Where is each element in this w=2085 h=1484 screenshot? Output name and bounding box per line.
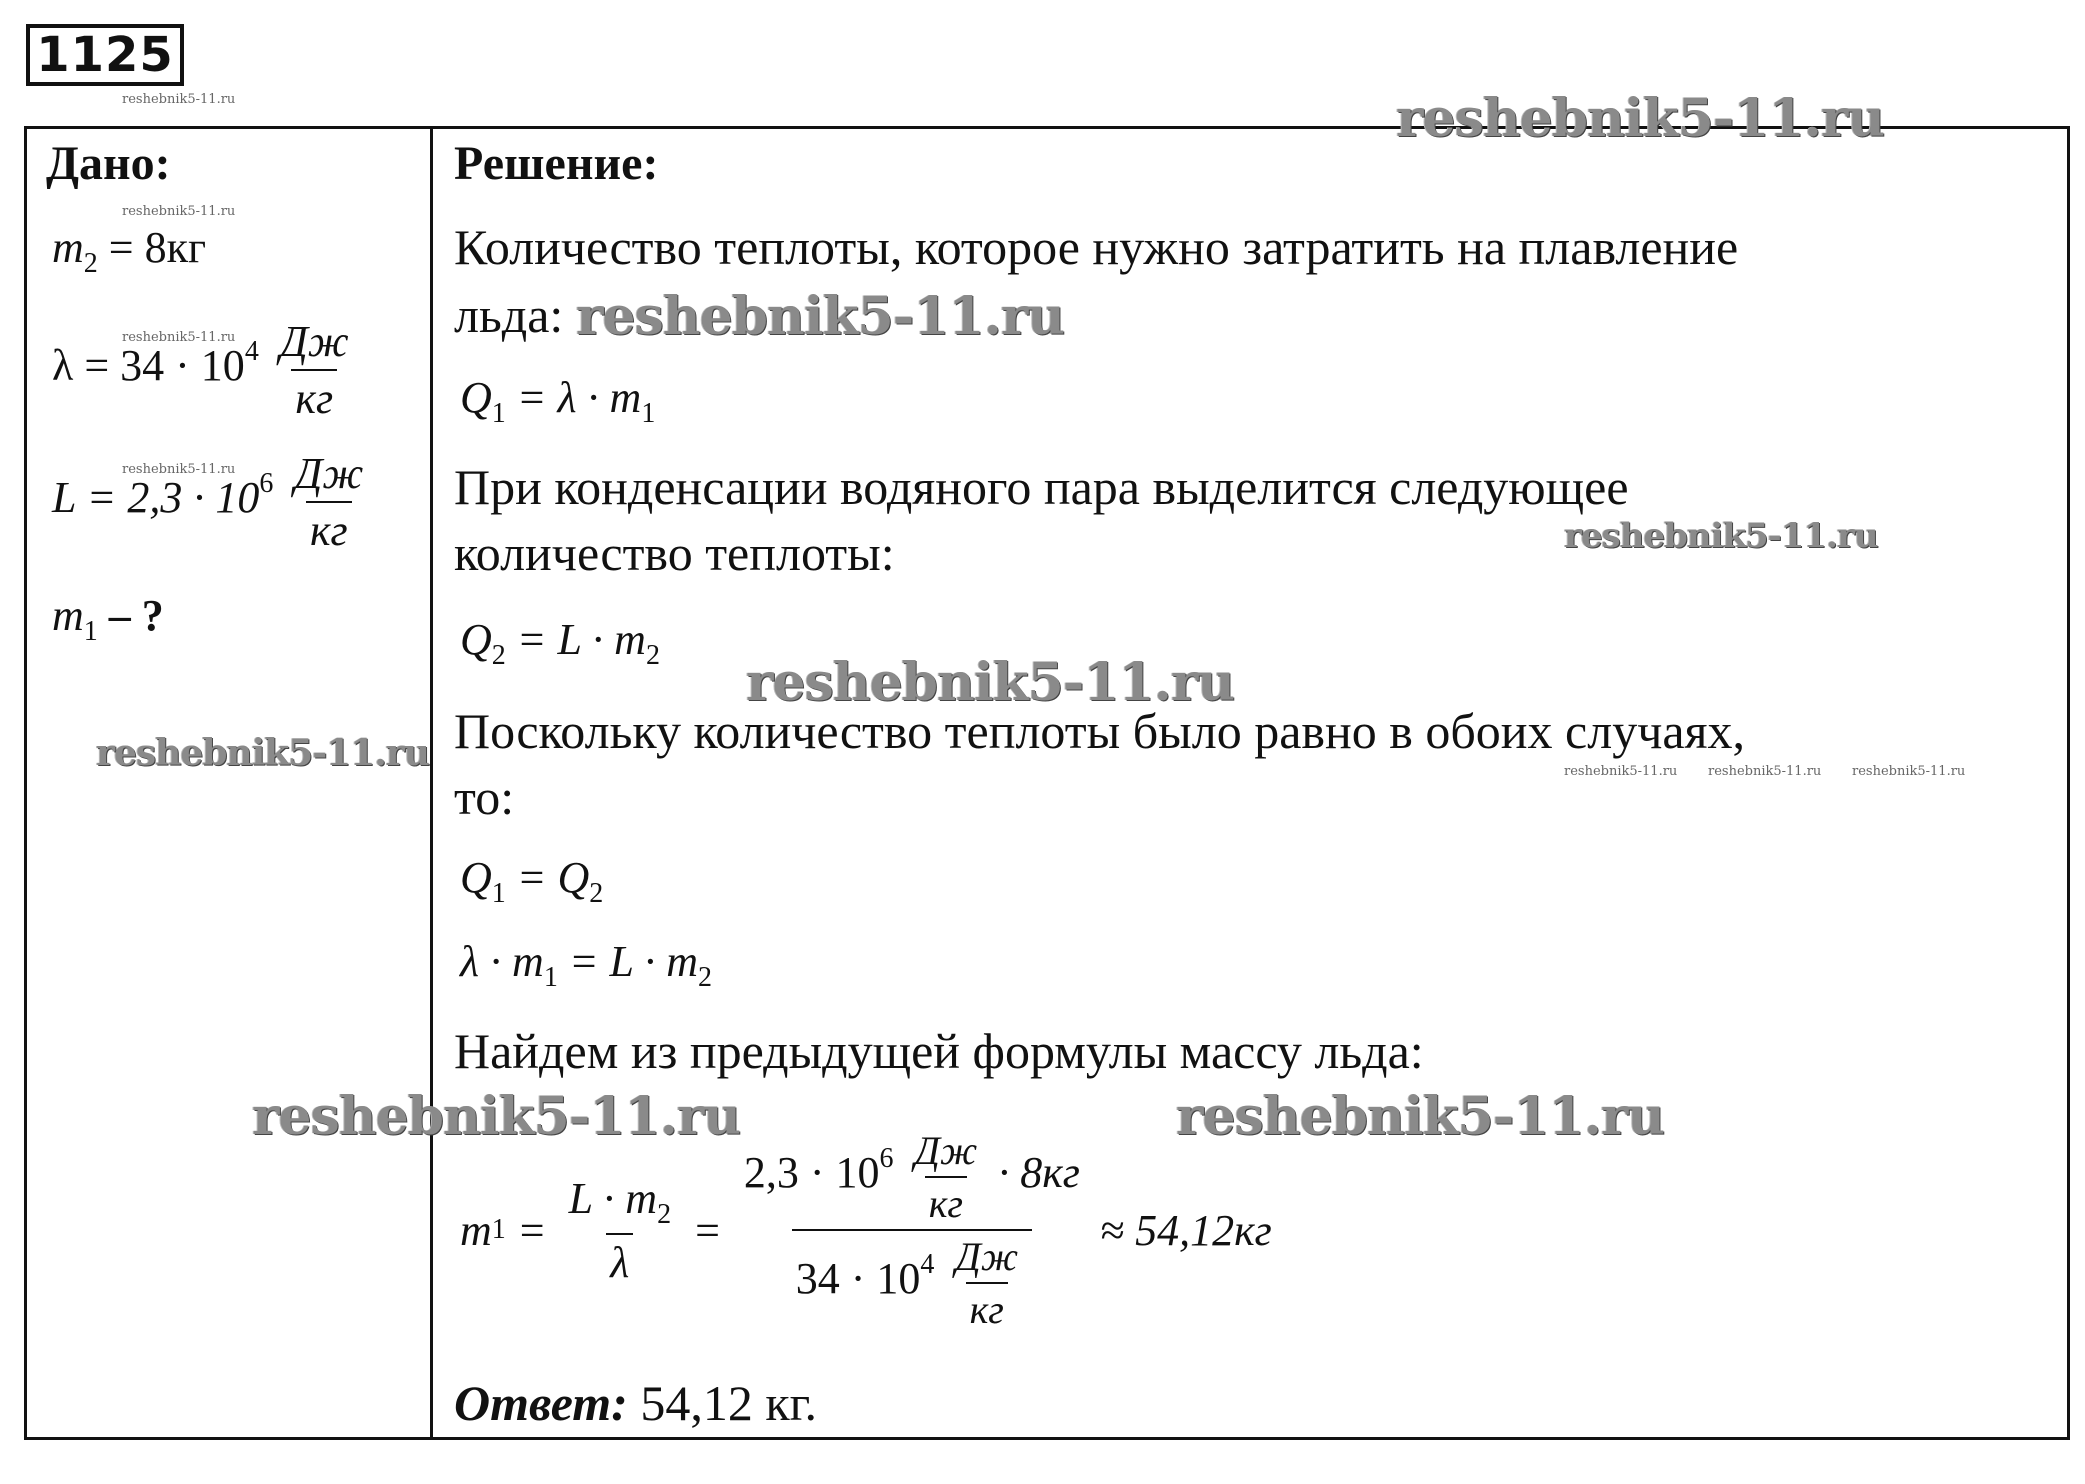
- watermark: reshebnik5-11.ru: [122, 330, 236, 345]
- given-lambda: $\lambda = 34 \cdot 10^4$ $\frac{Дж}{кг}$: [52, 317, 349, 423]
- watermark: reshebnik5-11.ru: [1852, 764, 1966, 779]
- solution-text: Поскольку количество теплоты было равно в обоих случаях,: [454, 703, 1746, 759]
- watermark: reshebnik5-11.ru: [1176, 1086, 1665, 1147]
- given-header: Дано:: [46, 137, 171, 190]
- answer: Ответ: 54,12 кг.: [454, 1375, 817, 1431]
- watermark: reshebnik5-11.ru: [576, 286, 1065, 347]
- formula-balance: $\lambda \cdot m_1 = L \cdot m_2$: [460, 937, 712, 993]
- watermark: reshebnik5-11.ru: [252, 1086, 741, 1147]
- formula-q1: $Q_1 = \lambda \cdot m_1$: [460, 373, 656, 429]
- watermark: reshebnik5-11.ru: [122, 92, 236, 107]
- solution-text: то:: [454, 769, 515, 825]
- watermark: reshebnik5-11.ru: [122, 204, 236, 219]
- formula-final: m 1 = $\frac{L \cdot m_2}{\lambda}$ = $2,3 \cdot 10^6$ $\frac{Дж}{кг}$ · 8кг $34 \cdot 10^4$ $\frac{Дж}{кг}$ ≈ 54,12кг: [460, 1128, 1272, 1332]
- given-m2: $m_2 = 8кг$: [52, 223, 207, 279]
- watermark: reshebnik5-11.ru: [96, 732, 429, 774]
- formula-q1-eq-q2: $Q_1 = Q_2$: [460, 853, 604, 909]
- formula-q2: $Q_2 = L \cdot m_2$: [460, 615, 660, 671]
- solution-text: При конденсации водяного пара выделится следующее: [454, 459, 1629, 515]
- watermark: reshebnik5-11.ru: [1708, 764, 1822, 779]
- watermark: reshebnik5-11.ru: [1396, 88, 1885, 149]
- watermark: reshebnik5-11.ru: [746, 652, 1235, 713]
- solution-text: Найдем из предыдущей формулы массу льда:: [454, 1023, 1424, 1079]
- solution-text: количество теплоты:: [454, 525, 895, 581]
- watermark: reshebnik5-11.ru: [1564, 764, 1678, 779]
- solution-text: льда:: [454, 287, 564, 343]
- watermark: reshebnik5-11.ru: [122, 462, 236, 477]
- problem-number: 1125: [26, 24, 184, 86]
- watermark: reshebnik5-11.ru: [1564, 516, 1878, 556]
- given-find: $m_1$ – ?: [52, 591, 164, 647]
- given-L: $L = 2,3 \cdot 10^6$ $\frac{Дж}{кг}$: [52, 449, 364, 555]
- solution-header: Решение:: [454, 137, 659, 190]
- column-divider: [430, 126, 433, 1440]
- solution-text: Количество теплоты, которое нужно затратить на плавление: [454, 219, 1739, 275]
